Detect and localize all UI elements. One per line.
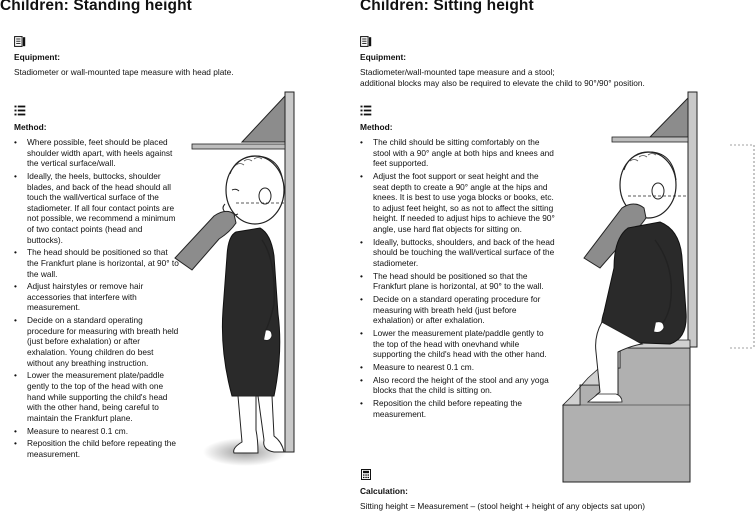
list-item: • Lower the measurement plate/paddle gently to the top of the head with one hand while supporting the child's head with the other hand, being careful to maintain the Frankfurt plane. — [14, 370, 180, 423]
equipment-text-line-1: Stadiometer/wall-mounted tape measure and a stool; — [360, 67, 555, 77]
clipboard-icon — [360, 36, 372, 47]
equipment-heading: Equipment: — [360, 52, 407, 62]
equipment-heading: Equipment: — [14, 52, 61, 62]
list-item: • Where possible, feet should be placed shoulder width apart, with heels against the vertical surface/wall. — [14, 137, 180, 169]
list-item: • The head should be positioned so that the Frankfurt plane is horizontal, at 90° to the wall. — [14, 247, 180, 279]
list-item: • Lower the measurement plate/paddle gently to the top of the head with onevhand while supporting the child's head with the other hand. — [360, 328, 556, 360]
standing-child-illustration — [170, 90, 300, 510]
sitting-method-list — [360, 137, 556, 422]
list-item: • Adjust hairstyles or remove hair accessories that interfere with measurement. — [14, 281, 180, 313]
list-item: • Reposition the child before repeating the measurement. — [14, 438, 180, 459]
list-item: • Ideally, buttocks, shoulders, and back of the head should be touching the wall/vertical surface of the stadiometer. — [360, 237, 556, 269]
list-item: • Measure to nearest 0.1 cm. — [14, 426, 180, 437]
list-icon — [14, 105, 26, 116]
standing-height-title: Children: Standing height — [0, 0, 192, 14]
list-item: • Reposition the child before repeating the measurement. — [360, 398, 556, 419]
list-item: • Also record the height of the stool and any yoga blocks that the child is sitting on. — [360, 375, 556, 396]
calculation-formula: Sitting height = Measurement – (stool height + height of any objects sat upon) — [360, 501, 646, 511]
calculator-icon — [360, 469, 372, 480]
method-heading: Method: — [14, 122, 47, 132]
clipboard-icon — [14, 36, 26, 47]
calculation-heading: Calculation: — [360, 486, 408, 496]
equipment-text: Stadiometer or wall-mounted tape measure with head plate. — [14, 67, 234, 77]
list-item: • Decide on a standard operating procedure for measuring with breath held (just before exhalation) or after exhalation. — [360, 294, 556, 326]
list-item: • The child should be sitting comfortably on the stool with a 90° angle at both hips and knees and feet supported. — [360, 137, 556, 169]
list-item: • Decide on a standard operating procedure for measuring with breath held (just before exhalation) or after exhalation. Young children do best without any breathing instruction. — [14, 315, 180, 368]
sitting-child-illustration — [560, 90, 755, 510]
standing-method-list — [14, 137, 180, 462]
list-item: • Adjust the foot support or seat height and the seat depth to create a 90° angle at the hips and knees. It is best to use yoga blocks or books, etc. to adjust feet height, so as not to affect the sitting height. If needed to adjust hips to achieve the 90° angle, use hard flat objects for sitting on. — [360, 171, 556, 235]
list-item: • Measure to nearest 0.1 cm. — [360, 362, 556, 373]
list-item: • The head should be positioned so that the Frankfurt plane is horizontal, at 90° to the wall. — [360, 271, 556, 292]
list-item: • Ideally, the heels, buttocks, shoulder blades, and back of the head should all touch the wall/vertical surface of the stadiometer. If all four contact points are not possible, we recommend a minimum of two contact points (head and buttocks). — [14, 171, 180, 245]
method-heading: Method: — [360, 122, 393, 132]
list-icon — [360, 105, 372, 116]
equipment-text-line-2: additional blocks may also be required to elevate the child to 90°/90° position. — [360, 78, 645, 88]
sitting-height-title: Children: Sitting height — [360, 0, 534, 14]
